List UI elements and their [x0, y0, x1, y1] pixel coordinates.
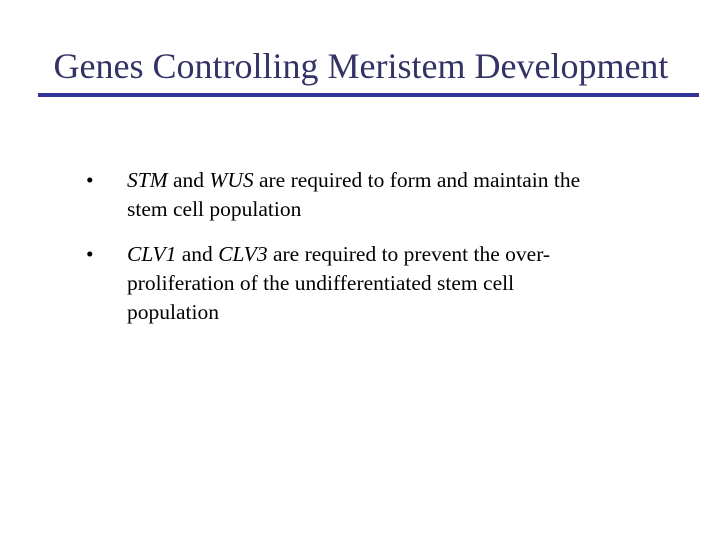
bullet-marker: •	[86, 168, 94, 192]
title-divider	[38, 93, 699, 97]
gene-name: CLV3	[218, 242, 268, 266]
bullet-joiner: and	[176, 242, 219, 266]
bullet-body: are required to form and maintain the stem cell population	[127, 168, 581, 221]
bullet-list	[0, 166, 720, 343]
bullet-marker: •	[86, 242, 94, 266]
slide-title: Genes Controlling Meristem Development	[53, 46, 669, 86]
bullet-joiner: and	[167, 168, 210, 192]
bullet-item	[0, 166, 720, 224]
bullet-text	[127, 166, 607, 224]
bullet-body: are required to prevent the over-proliferation of the undifferentiated stem cell population	[127, 242, 551, 324]
gene-name: STM	[127, 168, 168, 192]
bullet-text	[127, 240, 607, 327]
gene-name: CLV1	[127, 242, 177, 266]
bullet-item	[0, 240, 720, 327]
gene-name: WUS	[209, 168, 254, 192]
